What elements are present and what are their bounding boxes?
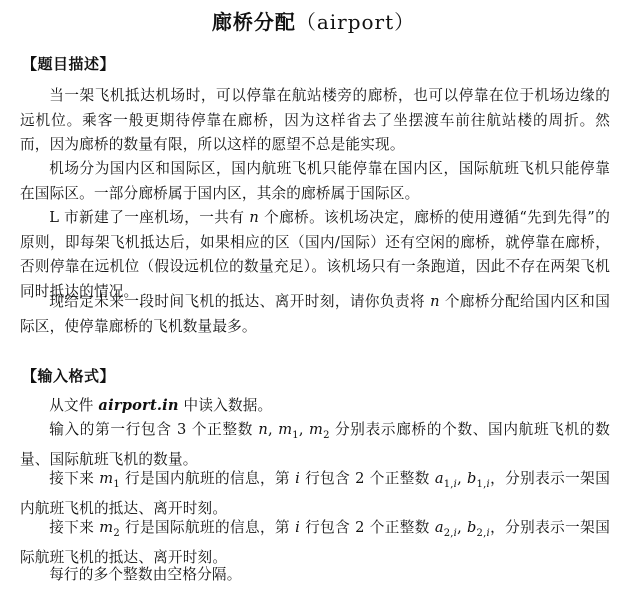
input-paragraph-5: 每行的多个整数由空格分隔。 xyxy=(49,566,242,583)
input-heading: 【输入格式】 xyxy=(22,367,116,385)
input-paragraph-1 xyxy=(20,394,610,419)
title-english: （airport） xyxy=(295,10,416,34)
description-paragraph-4: 现给定未来一段时间飞机的抵达、离开时刻，请你负责将 n 个廊桥分配给国内区和国际区，使停靠廊桥的飞机数量最多。 xyxy=(20,293,610,335)
title-chinese: 廊桥分配 xyxy=(211,10,296,34)
input-p1-suffix: 中读入数据。 xyxy=(178,397,273,414)
input-p1-prefix: 从文件 xyxy=(49,397,99,414)
input-p3-c: 行包含 2 个正整数 xyxy=(300,470,435,487)
input-filename: airport.in xyxy=(98,397,179,414)
input-p3-b: 行是国内航班的信息，第 xyxy=(119,470,296,487)
description-paragraph-2: 机场分为国内区和国际区，国内航班飞机只能停靠在国内区，国际航班飞机只能停靠在国际区。一部分廊桥属于国内区，其余的廊桥属于国际区。 xyxy=(20,160,610,202)
input-p4-c: 行包含 2 个正整数 xyxy=(300,519,435,536)
input-paragraph-4: 接下来 $m_2$ 行是国际航班的信息，第 i 行包含 2 个正整数 $a_{2,i}$, $b_{2,i}$，分别表示一架国际航班飞机的抵达、离开时刻。 xyxy=(20,519,610,567)
input-paragraph-3: 接下来 $m_1$ 行是国内航班的信息，第 i 行包含 2 个正整数 $a_{1,i}$, $b_{1,i}$，分别表示一架国内航班飞机的抵达、离开时刻。 xyxy=(20,470,610,518)
input-paragraph-2: 输入的第一行包含 3 个正整数 n, $m_1$, $m_2$ 分别表示廊桥的个数、国内航班飞机的数量、国际航班飞机的数量。 xyxy=(20,421,610,469)
input-p4-d: ，分别表示一架国际航班飞机的抵达、离开时刻。 xyxy=(20,519,610,567)
input-p4-a: 接下来 xyxy=(49,519,100,536)
input-p4-b: 行是国际航班的信息，第 xyxy=(119,519,296,536)
input-p2-b: 分别表示廊桥的个数、国内航班飞机的数量、国际航班飞机的数量。 xyxy=(20,421,610,469)
description-heading: 【题目描述】 xyxy=(22,55,116,73)
page-title xyxy=(0,6,627,35)
input-p2-a: 输入的第一行包含 3 个正整数 xyxy=(49,421,259,438)
input-p3-d: ，分别表示一架国内航班飞机的抵达、离开时刻。 xyxy=(20,470,610,518)
description-paragraph-3: L 市新建了一座机场，一共有 n 个廊桥。该机场决定，廊桥的使用遵循“先到先得”的原则，即每架飞机抵达后，如果相应的区（国内/国际）还有空闲的廊桥，就停靠在廊桥，否则停靠在远机位（假设远机位的数量充足）。该机场只有一条跑道，因此不存在两架飞机同时抵达的情况。 xyxy=(20,209,610,300)
description-paragraph-1: 当一架飞机抵达机场时，可以停靠在航站楼旁的廊桥，也可以停靠在位于机场边缘的远机位。乘客一般更期待停靠在廊桥，因为这样省去了坐摆渡车前往航站楼的周折。然而，因为廊桥的数量有限，所以这样的愿望不总是能实现。 xyxy=(20,87,610,153)
input-p3-a: 接下来 xyxy=(49,470,100,487)
